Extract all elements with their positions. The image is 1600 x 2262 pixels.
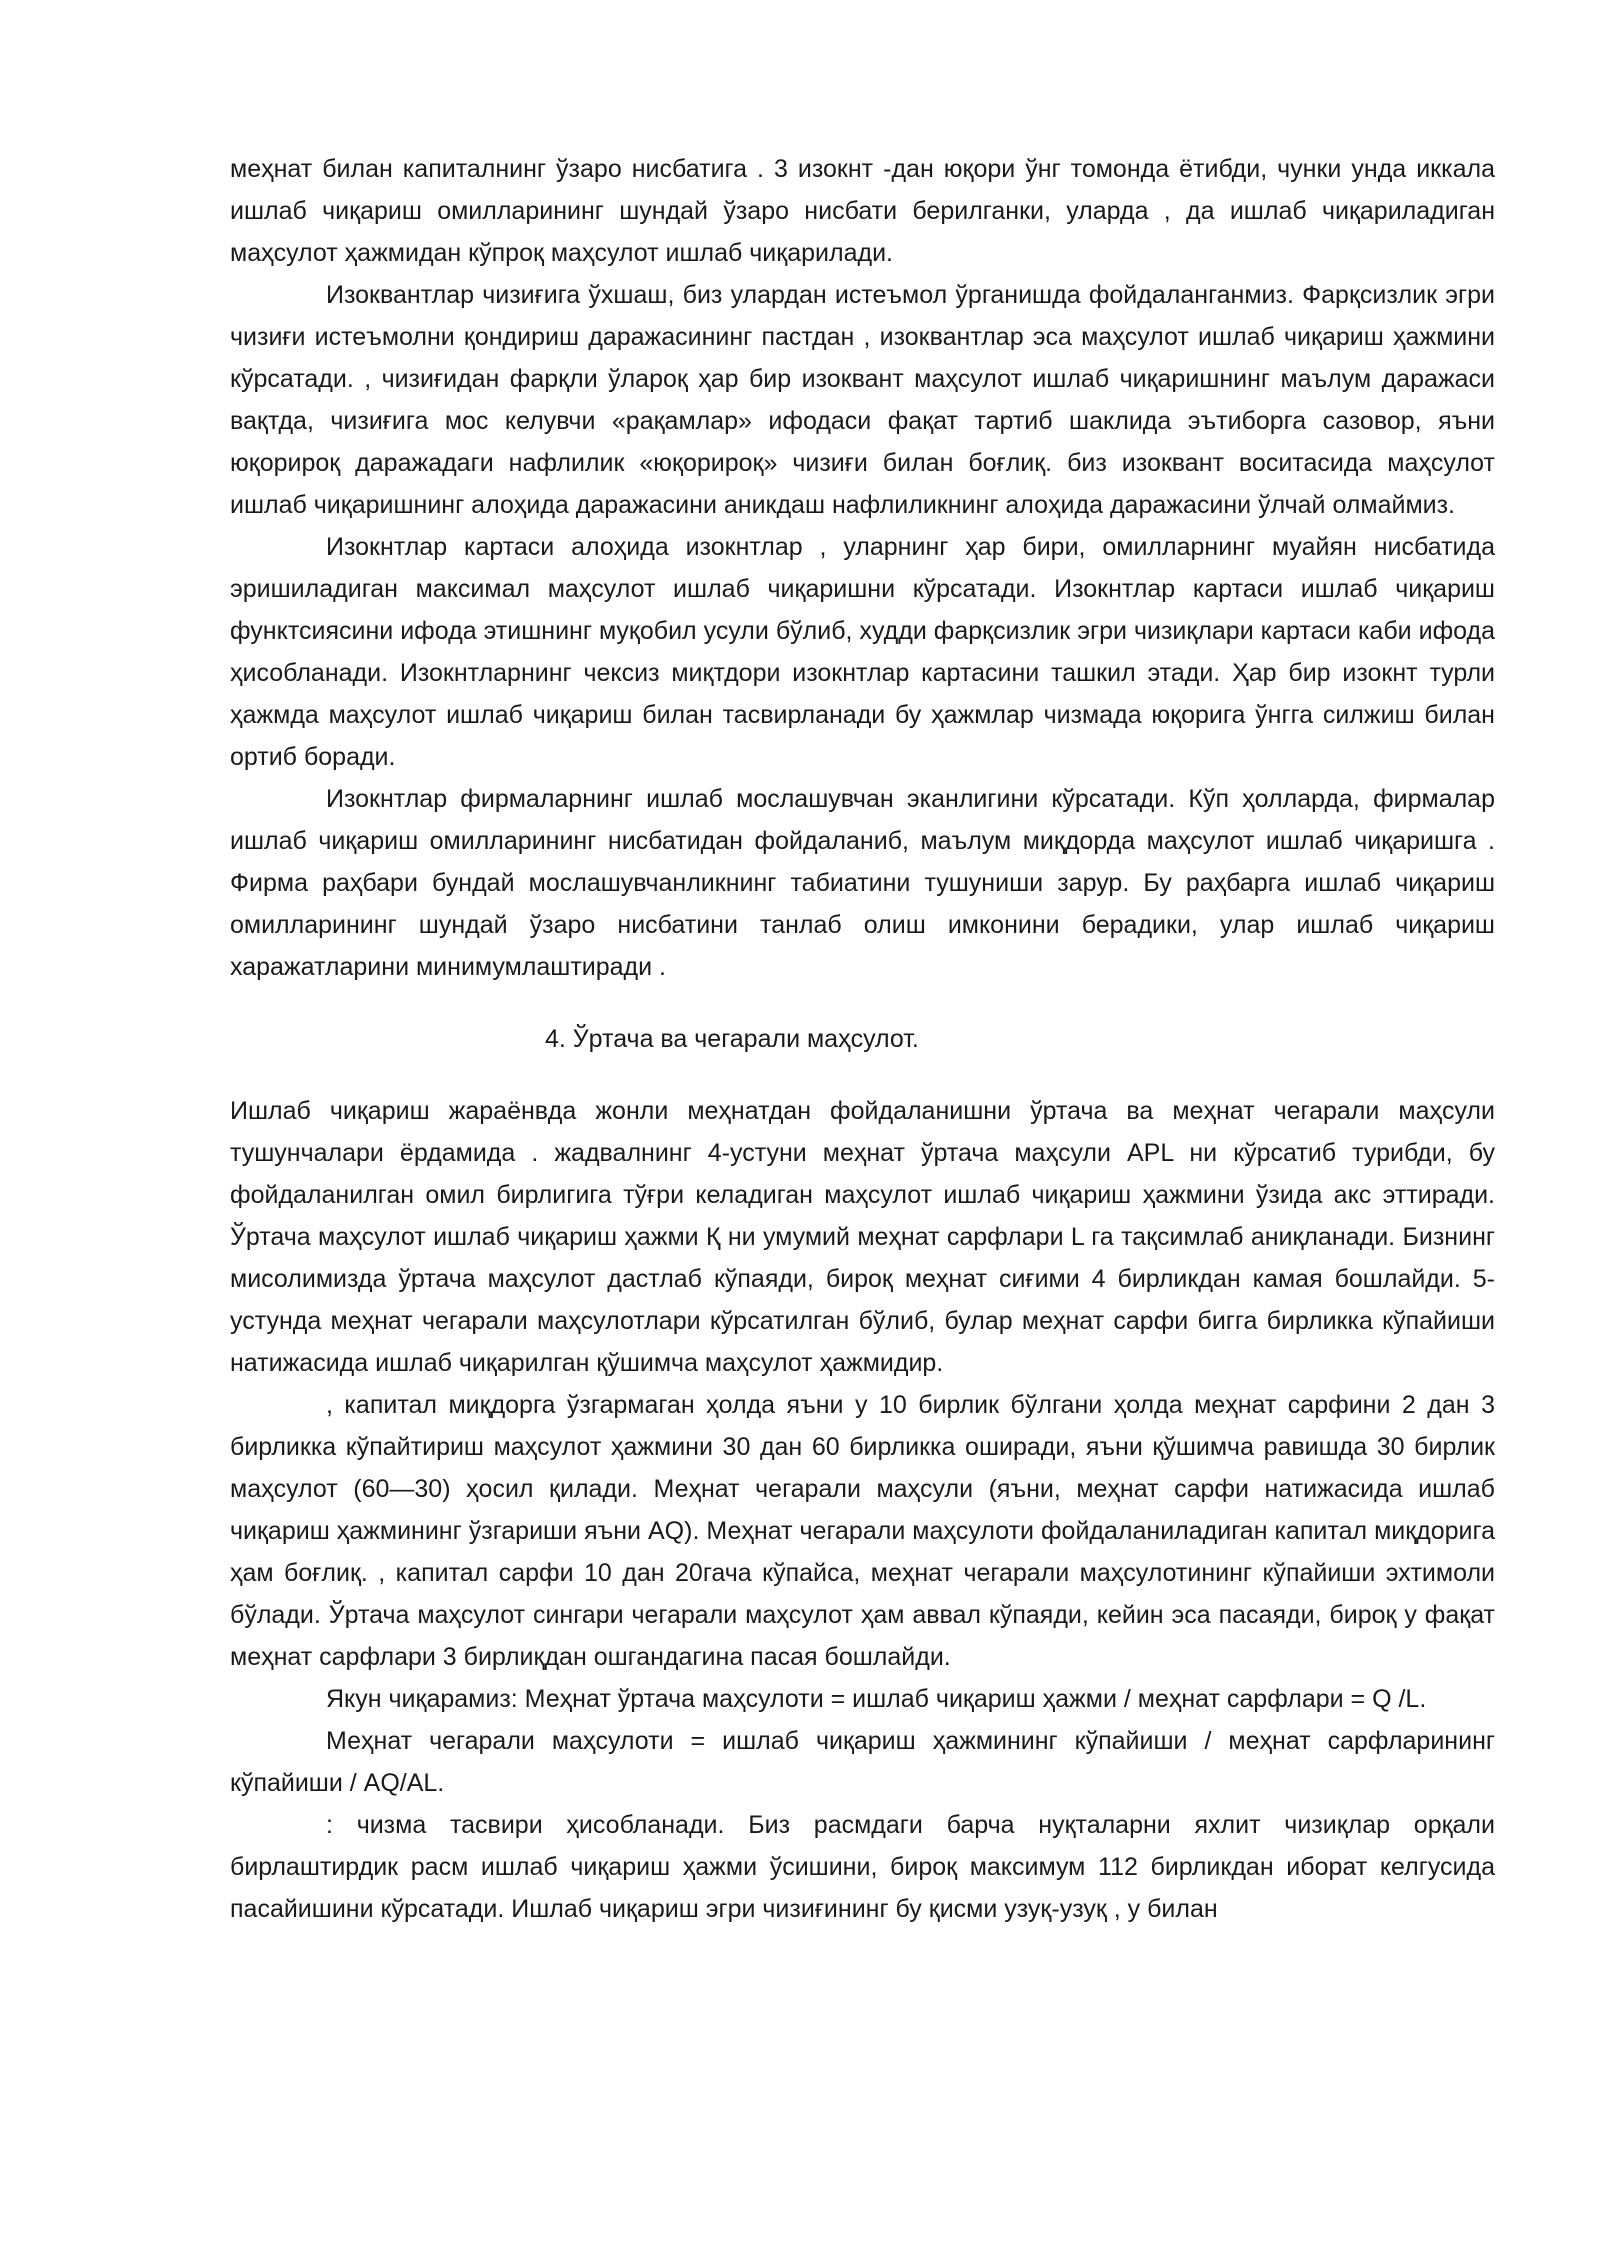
paragraph-marginal-formula: Меҳнат чегарали маҳсулоти = ишлаб чиқариш ҳажмининг кўпайиши / меҳнат сарфларининг кўпайиши / AQ/AL. xyxy=(230,1727,1495,1797)
paragraph-isoquants-comparison: Изоквантлар чизиғига ўхшаш, биз улардан истеъмол ўрганишда фойдаланганмиз. Фарқсизлик эгри чизиғи истеъмолни қондириш даражасининг пастдан , изоквантлар эса маҳсулот ишлаб чиқариш ҳажмини кўрсатади. , чизиғидан фарқли ўлароқ ҳар бир изоквант маҳсулот ишлаб чиқаришнинг маълум даражаси вақтда, чизиғига мос келувчи «рақамлар» ифодаси фақат тартиб шаклида эътиборга сазовор, яъни юқорироқ даражадаги нафлилик «юқорироқ» чизиғи билан боғлиқ. биз изоквант воситасида маҳсулот ишлаб чиқаришнинг алоҳида даражасини аникдаш нафлиликнинг алоҳида даражасини ўлчай олмаймиз. xyxy=(230,281,1495,519)
paragraph-average-formula: Якун чиқарамиз: Меҳнат ўртача маҳсулоти = ишлаб чиқариш ҳажми / меҳнат сарфлари = Q /L. xyxy=(326,1685,1427,1713)
document-page xyxy=(230,148,1495,1930)
section-heading: 4. Ўртача ва чегарали маҳсулот. xyxy=(545,1025,919,1053)
paragraph-firm-flexibility: Изокнтлар фирмаларнинг ишлаб мослашувчан эканлигини кўрсатади. Кўп ҳолларда, фирмалар ишлаб чиқариш омилларининг нисбатидан фойдаланиб, маълум миқдорда маҳсулот ишлаб чиқаришга . Фирма раҳбари бундай мослашувчанликнинг табиатини тушуниши зарур. Бу раҳбарга ишлаб чиқариш омилларининг шундай ўзаро нисбатини танлаб олиш имконини берадики, улар ишлаб чиқариш харажатларини минимумлаштиради . xyxy=(230,785,1495,981)
paragraph-isoquant-map: Изокнтлар картаси алоҳида изокнтлар , уларнинг ҳар бири, омилларнинг муайян нисбатида эришиладиган максимал маҳсулот ишлаб чиқаришни кўрсатади. Изокнтлар картаси ишлаб чиқариш функтсиясини ифода этишнинг муқобил усули бўлиб, худди фарқсизлик эгри чизиқлари картаси каби ифода ҳисобланади. Изокнтларнинг чексиз миқтдори изокнтлар картасини ташкил этади. Ҳар бир изокнт турли ҳажмда маҳсулот ишлаб чиқариш билан тасвирланади бу ҳажмлар чизмада юқорига ўнгга силжиш билан ортиб боради. xyxy=(230,533,1495,771)
paragraph-average-product: Ишлаб чиқариш жараёнвда жонли меҳнатдан фойдаланишни ўртача ва меҳнат чегарали маҳсули тушунчалари ёрдамида . жадвалнинг 4-устуни меҳнат ўртача маҳсули APL ни кўрсатиб турибди, бу фойдаланилган омил бирлигига тўғри келадиган маҳсулот ишлаб чиқариш ҳажмини ўзида акс эттиради. Ўртача маҳсулот ишлаб чиқариш ҳажми Қ ни умумий меҳнат сарфлари L га тақсимлаб аниқланади. Бизнинг мисолимизда ўртача маҳсулот дастлаб кўпаяди, бироқ меҳнат сиғими 4 бирликдан камая бошлайди. 5- устунда меҳнат чегарали маҳсулотлари кўрсатилган бўлиб, булар меҳнат сарфи бигга бирликка кўпайиши натижасида ишлаб чиқарилган қўшимча маҳсулот ҳажмидир. xyxy=(230,1097,1495,1377)
paragraph-figure-description: : чизма тасвири ҳисобланади. Биз расмдаги барча нуқталарни яхлит чизиқлар орқали бирлаштирдик расм ишлаб чиқариш ҳажми ўсишини, бироқ максимум 112 бирликдан иборат келгусида пасайишини кўрсатади. Ишлаб чиқариш эгри чизиғининг бу қисми узуқ-узуқ , у билан xyxy=(230,1811,1495,1923)
paragraph-marginal-product: , капитал миқдорга ўзгармаган ҳолда яъни у 10 бирлик бўлгани ҳолда меҳнат сарфини 2 дан 3 бирликка кўпайтириш маҳсулот ҳажмини 30 дан 60 бирликка оширади, яъни қўшимча равишда 30 бирлик маҳсулот (60—30) ҳосил қилади. Меҳнат чегарали маҳсули (яъни, меҳнат сарфи натижасида ишлаб чиқариш ҳажмининг ўзгариши яъни AQ). Меҳнат чегарали маҳсулоти фойдаланиладиган капитал миқдорига ҳам боғлиқ. , капитал сарфи 10 дан 20гача кўпайса, меҳнат чегарали маҳсулотининг кўпайиши эхтимоли бўлади. Ўртача маҳсулот сингари чегарали маҳсулот ҳам аввал кўпаяди, кейин эса пасаяди, бироқ у фақат меҳнат сарфлари 3 бирлиқдан ошгандагина пасая бошлайди. xyxy=(230,1391,1495,1671)
paragraph-labor-capital-ratio: меҳнат билан капиталнинг ўзаро нисбатига . 3 изокнт -дан юқори ўнг томонда ётибди, чунки унда иккала ишлаб чиқариш омилларининг шундай ўзаро нисбати берилганки, уларда , да ишлаб чиқариладиган маҳсулот ҳажмидан кўпроқ маҳсулот ишлаб чиқарилади. xyxy=(230,155,1495,267)
